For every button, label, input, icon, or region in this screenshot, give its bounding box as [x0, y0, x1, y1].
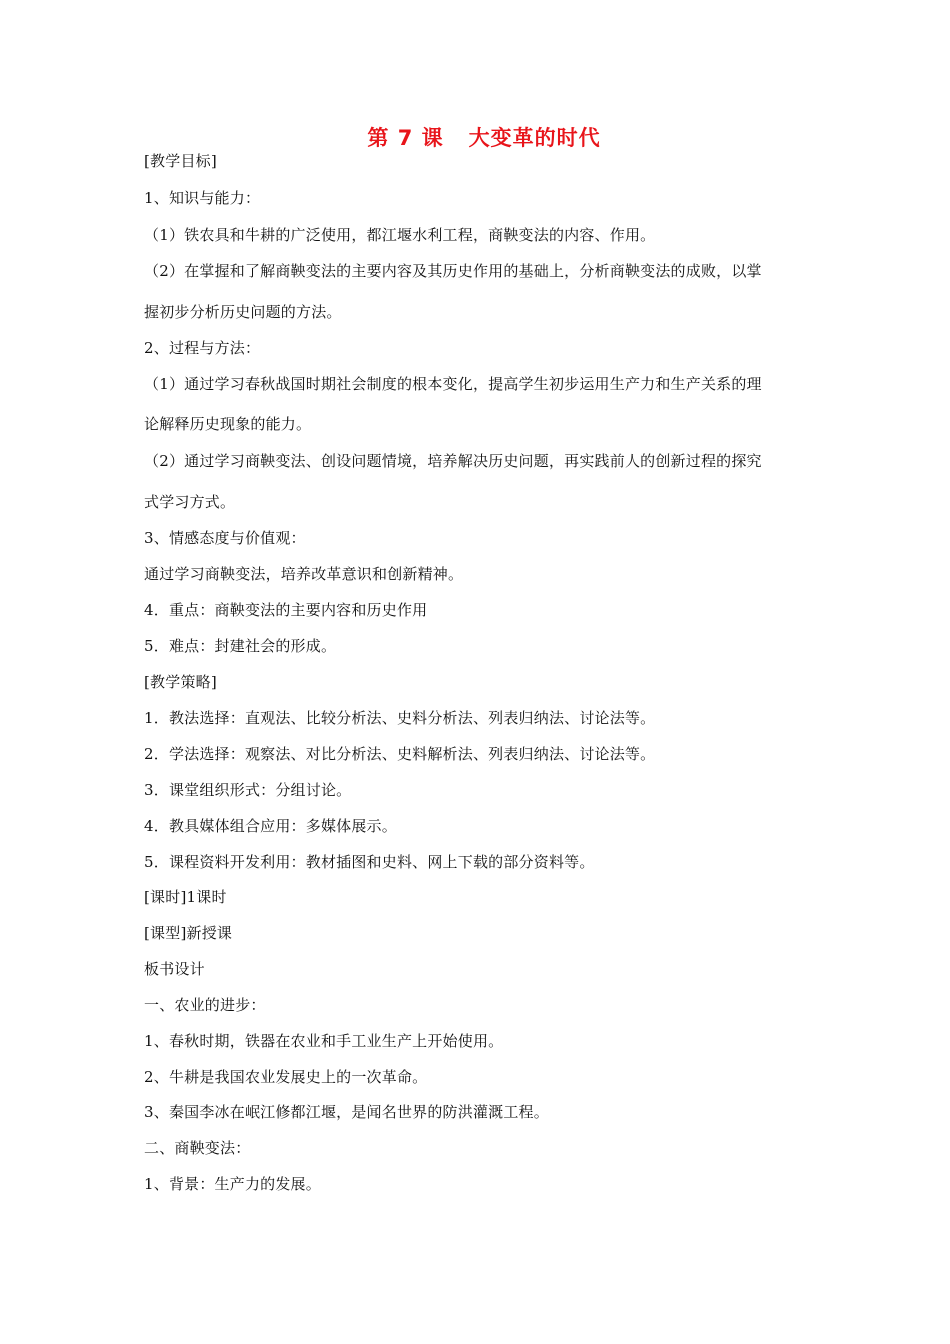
section-heading-teaching-strategy: [教学策略]: [144, 673, 217, 691]
text-line: 4．教具媒体组合应用：多媒体展示。: [144, 817, 397, 835]
text-line: 1．教法选择：直观法、比较分析法、史料分析法、列表归纳法、讨论法等。: [144, 709, 656, 727]
text-line: 3．课堂组织形式：分组讨论。: [144, 781, 352, 799]
text-line: （2）在掌握和了解商鞅变法的主要内容及其历史作用的基础上，分析商鞅变法的成败，以掌: [144, 262, 762, 280]
text-line: [课时]1课时: [144, 888, 227, 906]
text-line: （1）铁农具和牛耕的广泛使用，都江堰水利工程，商鞅变法的内容、作用。: [144, 226, 656, 244]
section-heading-teaching-goals: [教学目标]: [144, 152, 217, 170]
text-line: （2）通过学习商鞅变法、创设问题情境，培养解决历史问题，再实践前人的创新过程的探究: [144, 452, 762, 470]
section-heading-board-design: 板书设计: [144, 960, 205, 978]
text-line: [课型]新授课: [144, 924, 233, 942]
text-line: 一、农业的进步：: [144, 996, 266, 1014]
lesson-title: 第 7 课 大变革的时代: [367, 126, 601, 150]
text-line: （1）通过学习春秋战国时期社会制度的根本变化，提高学生初步运用生产力和生产关系的理: [144, 375, 762, 393]
text-line: 二、商鞅变法：: [144, 1139, 251, 1157]
text-line: 3、情感态度与价值观：: [144, 529, 306, 547]
text-line: 1、春秋时期，铁器在农业和手工业生产上开始使用。: [144, 1032, 504, 1050]
text-line: 2、牛耕是我国农业发展史上的一次革命。: [144, 1068, 428, 1086]
text-line: 1、背景：生产力的发展。: [144, 1175, 321, 1193]
text-line: 1、知识与能力：: [144, 189, 261, 207]
text-line: 2．学法选择：观察法、对比分析法、史料解析法、列表归纳法、讨论法等。: [144, 745, 656, 763]
text-line: 论解释历史现象的能力。: [144, 415, 312, 433]
text-line: 通过学习商鞅变法，培养改革意识和创新精神。: [144, 565, 464, 583]
text-line: 式学习方式。: [144, 493, 236, 511]
text-line: 握初步分析历史问题的方法。: [144, 303, 342, 321]
text-line: 5．难点：封建社会的形成。: [144, 637, 337, 655]
text-line: 4．重点：商鞅变法的主要内容和历史作用: [144, 601, 428, 619]
text-line: 2、过程与方法：: [144, 339, 261, 357]
text-line: 3、秦国李冰在岷江修都江堰，是闻名世界的防洪灌溉工程。: [144, 1103, 549, 1121]
text-line: 5．课程资料开发利用：教材插图和史料、网上下载的部分资料等。: [144, 853, 595, 871]
